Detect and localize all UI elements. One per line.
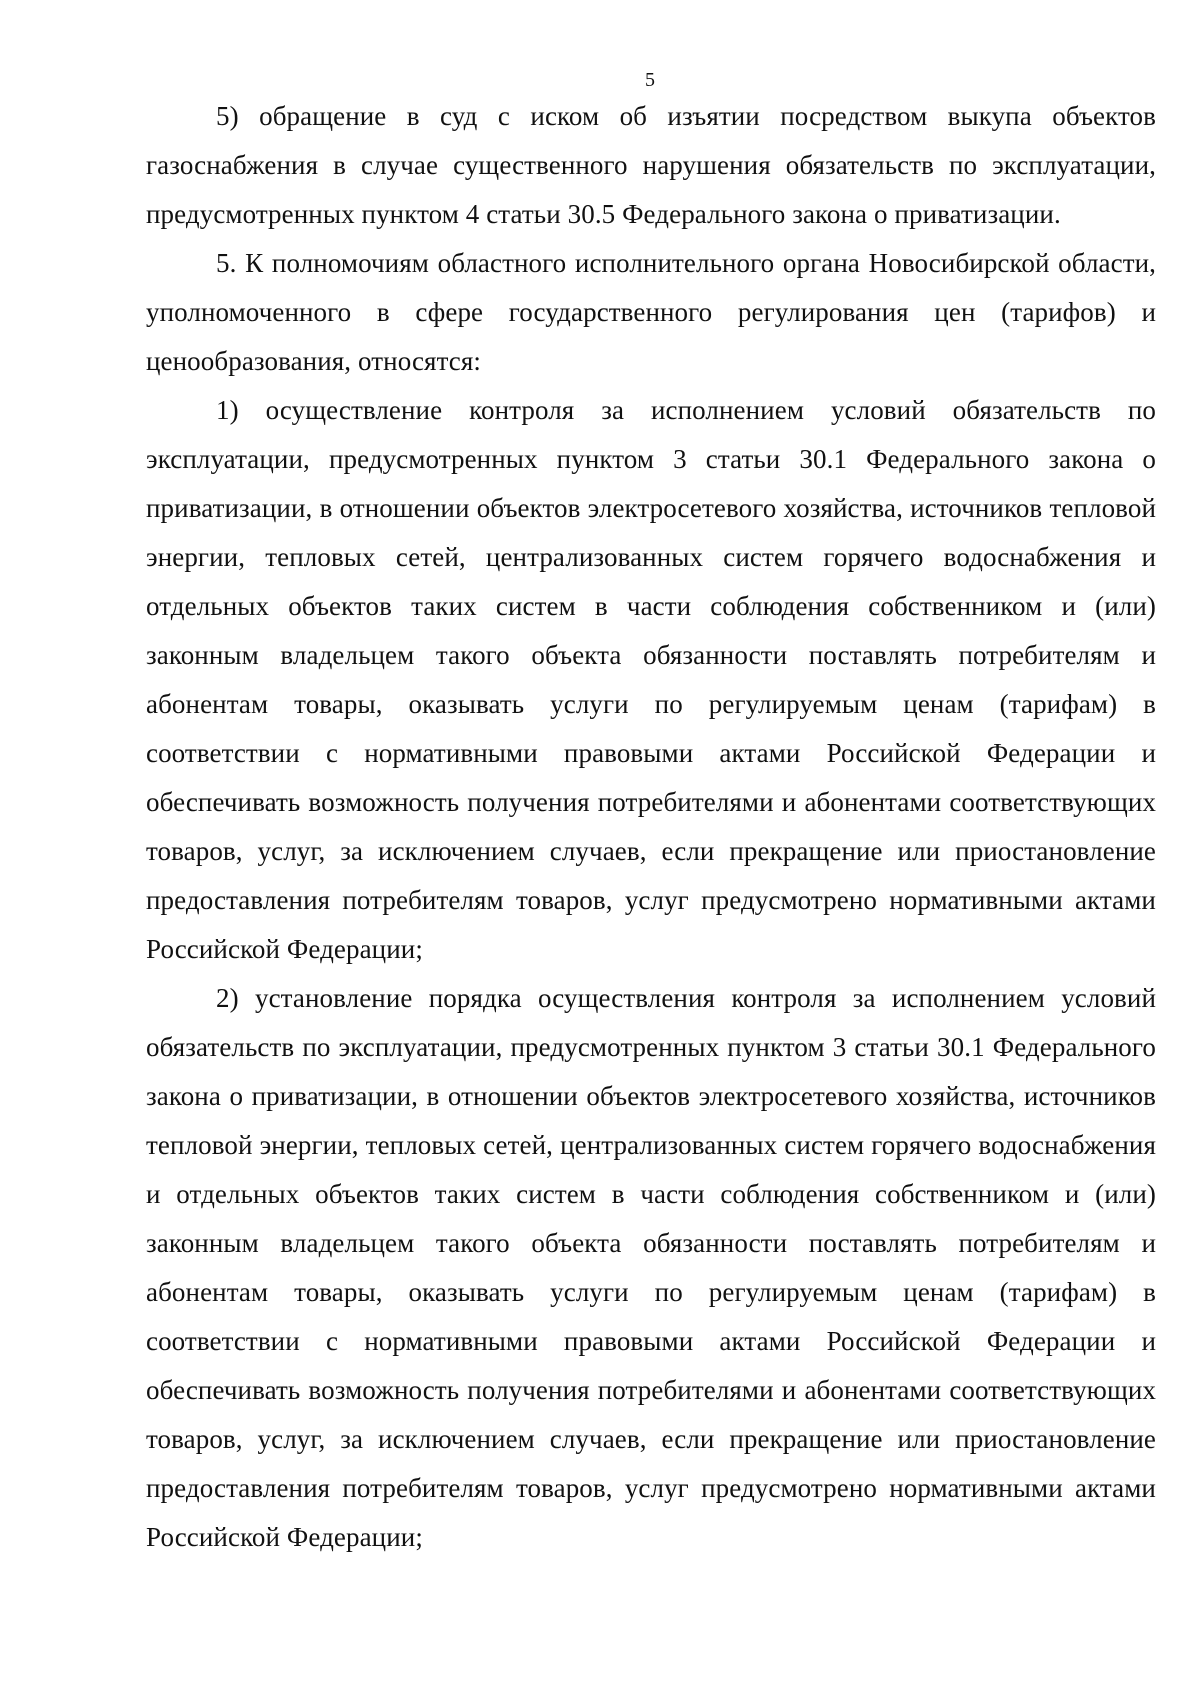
paragraph-item-5-court-claim: 5) обращение в суд с иском об изъятии посредством выкупа объектов газоснабжения в случае существенного нарушения обязательств по эксплуатации, предусмотренных пунктом 4 статьи 30.5 Федерального закона о приватизации. xyxy=(146,101,1156,229)
document-body xyxy=(146,92,1156,1562)
paragraph-section-5-powers: 5. К полномочиям областного исполнительного органа Новосибирской области, уполномоченного в сфере государственного регулирования цен (тарифов) и ценообразования, относятся: xyxy=(146,248,1156,376)
paragraph-item-1-control: 1) осуществление контроля за исполнением условий обязательств по эксплуатации, предусмотренных пунктом 3 статьи 30.1 Федерального закона о приватизации, в отношении объектов электросетевого хозяйства, источников тепловой энергии, тепловых сетей, централизованных систем горячего водоснабжения и отдельных объектов таких систем в части соблюдения собственником и (или) законным владельцем такого объекта обязанности поставлять потребителям и абонентам товары, оказывать услуги по регулируемым ценам (тарифам) в соответствии с нормативными правовыми актами Российской Федерации и обеспечивать возможность получения потребителями и абонентами соответствующих товаров, услуг, за исключением случаев, если прекращение или приостановление предоставления потребителям товаров, услуг предусмотрено нормативными актами Российской Федерации; xyxy=(146,395,1156,964)
page-number: 5 xyxy=(645,69,655,91)
paragraph-item-2-procedure: 2) установление порядка осуществления контроля за исполнением условий обязательств по эксплуатации, предусмотренных пунктом 3 статьи 30.1 Федерального закона о приватизации, в отношении объектов электросетевого хозяйства, источников тепловой энергии, тепловых сетей, централизованных систем горячего водоснабжения и отдельных объектов таких систем в части соблюдения собственником и (или) законным владельцем такого объекта обязанности поставлять потребителям и абонентам товары, оказывать услуги по регулируемым ценам (тарифам) в соответствии с нормативными правовыми актами Российской Федерации и обеспечивать возможность получения потребителями и абонентами соответствующих товаров, услуг, за исключением случаев, если прекращение или приостановление предоставления потребителям товаров, услуг предусмотрено нормативными актами Российской Федерации; xyxy=(146,983,1156,1552)
